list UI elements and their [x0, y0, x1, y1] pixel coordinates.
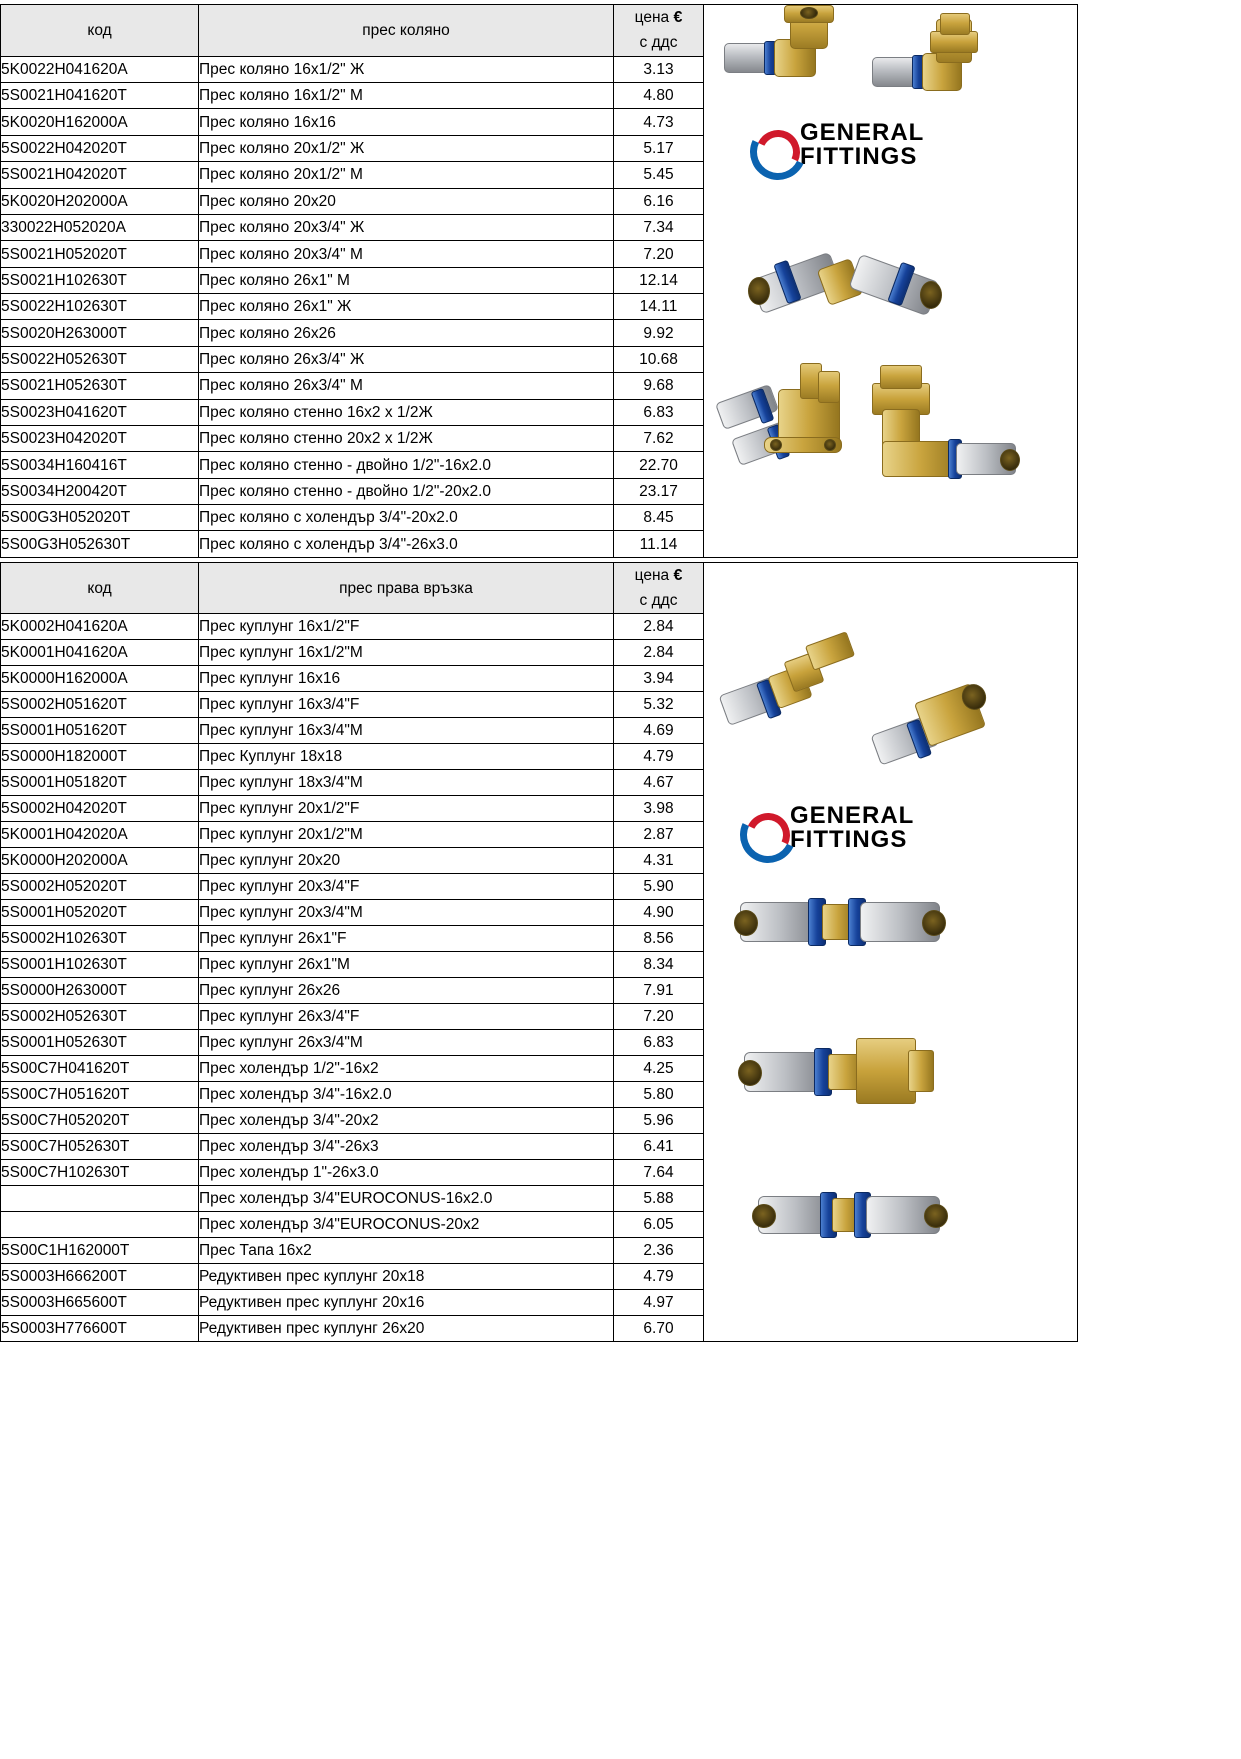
cell-product: Прес холендър 3/4"-26x3	[199, 1134, 614, 1160]
cell-price: 7.34	[614, 214, 704, 240]
pipe-bore-icon	[734, 910, 758, 936]
general-fittings-mark-icon	[750, 124, 792, 166]
cell-product: Прес холендър 3/4"EUROCONUS-20x2	[199, 1212, 614, 1238]
cell-price: 7.91	[614, 978, 704, 1004]
cell-price: 6.41	[614, 1134, 704, 1160]
cell-code: 330022H052020A	[1, 214, 199, 240]
cell-product: Прес коляно стенно - двойно 1/2"-16x2.0	[199, 452, 614, 478]
brand-line2: FITTINGS	[790, 826, 908, 853]
cell-price: 2.84	[614, 640, 704, 666]
cell-price: 6.83	[614, 399, 704, 425]
cell-price: 8.56	[614, 926, 704, 952]
cell-product: Прес коляно с холендър 3/4"-26x3.0	[199, 531, 614, 558]
cell-code: 5S0022H052630T	[1, 346, 199, 372]
cell-code: 5S0002H051620T	[1, 692, 199, 718]
cell-price: 6.70	[614, 1316, 704, 1342]
cell-product: Редуктивен прес куплунг 20x16	[199, 1290, 614, 1316]
table-header-row	[1, 563, 1078, 614]
cell-price: 4.67	[614, 770, 704, 796]
product-image-cell-couplings	[704, 563, 1078, 1342]
cell-code: 5K0000H162000A	[1, 666, 199, 692]
cell-code: 5K0001H041620A	[1, 640, 199, 666]
cell-price: 4.79	[614, 1264, 704, 1290]
cell-code: 5S0034H160416T	[1, 452, 199, 478]
cell-price: 6.83	[614, 1030, 704, 1056]
cell-price: 14.11	[614, 294, 704, 320]
cell-product: Прес холендър 1"-26x3.0	[199, 1160, 614, 1186]
cell-product: Прес коляно 20x1/2" М	[199, 162, 614, 188]
euro-symbol: €	[673, 567, 683, 584]
cell-product: Прес коляно 20x3/4" М	[199, 241, 614, 267]
brand-wordmark	[790, 804, 914, 852]
cell-code: 5K0001H042020A	[1, 822, 199, 848]
cell-product: Прес холендър 1/2"-16x2	[199, 1056, 614, 1082]
cell-code: 5K0020H162000A	[1, 109, 199, 135]
cell-code: 5S0021H102630T	[1, 267, 199, 293]
cell-product: Прес коляно 20x3/4" Ж	[199, 214, 614, 240]
brass-outlet-icon	[818, 371, 840, 403]
table-header-row	[1, 5, 1078, 57]
cell-price: 22.70	[614, 452, 704, 478]
cell-price: 5.45	[614, 162, 704, 188]
cell-price: 8.45	[614, 505, 704, 531]
cell-price: 9.68	[614, 373, 704, 399]
cell-product: Прес куплунг 16x3/4"M	[199, 718, 614, 744]
cell-code: 5S0022H042020T	[1, 135, 199, 161]
cell-price: 4.80	[614, 83, 704, 109]
brand-logo	[740, 804, 914, 852]
cell-code: 5S0003H776600T	[1, 1316, 199, 1342]
section-elbows-table	[0, 4, 1078, 558]
cell-code: 5S0002H102630T	[1, 926, 199, 952]
cell-code: 5S0002H052630T	[1, 1004, 199, 1030]
cell-price: 4.31	[614, 848, 704, 874]
cell-code: 5S0001H052630T	[1, 1030, 199, 1056]
cell-product: Прес куплунг 26x26	[199, 978, 614, 1004]
product-image-cell-elbows	[704, 5, 1078, 558]
pipe-bore-icon	[748, 277, 770, 305]
pipe-bore-icon	[922, 910, 946, 936]
cell-product: Прес куплунг 20x1/2"F	[199, 796, 614, 822]
cell-code	[1, 1186, 199, 1212]
cell-code: 5S00C7H102630T	[1, 1160, 199, 1186]
cell-product: Прес Куплунг 18x18	[199, 744, 614, 770]
elbow-illustrations	[704, 5, 1077, 557]
cell-price: 23.17	[614, 478, 704, 504]
cell-code: 5K0020H202000A	[1, 188, 199, 214]
cell-price: 4.90	[614, 900, 704, 926]
cell-product: Прес куплунг 16x3/4"F	[199, 692, 614, 718]
cell-product: Прес куплунг 20x1/2"M	[199, 822, 614, 848]
cell-product: Прес куплунг 18x3/4"M	[199, 770, 614, 796]
cell-code: 5S0002H052020T	[1, 874, 199, 900]
column-header-product: прес коляно	[199, 5, 614, 57]
cell-product: Прес куплунг 26x3/4"M	[199, 1030, 614, 1056]
cell-price: 4.73	[614, 109, 704, 135]
cell-product: Прес коляно 16x16	[199, 109, 614, 135]
thread-bore-icon	[800, 7, 818, 19]
union-cone-icon	[908, 1050, 934, 1092]
cell-price: 5.32	[614, 692, 704, 718]
cell-price: 4.97	[614, 1290, 704, 1316]
cell-code: 5S0022H102630T	[1, 294, 199, 320]
cell-code: 5S00C7H041620T	[1, 1056, 199, 1082]
column-header-code: код	[1, 563, 199, 614]
cell-code	[1, 1212, 199, 1238]
cell-price: 7.20	[614, 241, 704, 267]
screw-hole-icon	[824, 439, 836, 451]
pipe-bore-icon	[738, 1060, 762, 1086]
cell-product: Прес куплунг 16x1/2"M	[199, 640, 614, 666]
brand-line2: FITTINGS	[800, 143, 918, 170]
cell-product: Прес куплунг 16x16	[199, 666, 614, 692]
male-thread-icon	[805, 631, 855, 670]
cell-price: 7.62	[614, 425, 704, 451]
price-header-line2: с ддс	[639, 34, 678, 52]
general-fittings-mark-icon	[740, 807, 782, 849]
pipe-bore-icon	[752, 1204, 776, 1228]
brand-wordmark	[800, 121, 924, 169]
cell-product: Редуктивен прес куплунг 20x18	[199, 1264, 614, 1290]
cell-code: 5S00C7H052020T	[1, 1108, 199, 1134]
cell-price: 3.13	[614, 56, 704, 82]
male-thread-icon	[940, 13, 970, 35]
cell-code: 5S0021H052630T	[1, 373, 199, 399]
cell-code: 5S0000H263000T	[1, 978, 199, 1004]
screw-hole-icon	[770, 439, 782, 451]
cell-product: Прес коляно 16x1/2" М	[199, 83, 614, 109]
column-header-code: код	[1, 5, 199, 57]
cell-product: Прес куплунг 26x1"F	[199, 926, 614, 952]
pipe-bore-icon	[1000, 449, 1020, 471]
cell-product: Прес коляно 26x1" Ж	[199, 294, 614, 320]
cell-price: 8.34	[614, 952, 704, 978]
cell-product: Прес коляно стенно 16x2 x 1/2Ж	[199, 399, 614, 425]
cell-price: 2.36	[614, 1238, 704, 1264]
cell-price: 7.20	[614, 1004, 704, 1030]
price-header-line1: цена	[634, 9, 670, 27]
cell-price: 6.16	[614, 188, 704, 214]
cell-code: 5S0001H051620T	[1, 718, 199, 744]
section-couplings-table	[0, 562, 1078, 1342]
cell-product: Прес коляно 26x1" М	[199, 267, 614, 293]
cell-code: 5K0002H041620A	[1, 614, 199, 640]
cell-price: 10.68	[614, 346, 704, 372]
cell-price: 4.25	[614, 1056, 704, 1082]
cell-code: 5S0034H200420T	[1, 478, 199, 504]
cell-price: 7.64	[614, 1160, 704, 1186]
cell-price: 9.92	[614, 320, 704, 346]
cell-product: Прес коляно 20x20	[199, 188, 614, 214]
cell-product: Прес куплунг 16x1/2"F	[199, 614, 614, 640]
cell-code: 5K0022H041620A	[1, 56, 199, 82]
cell-product: Прес коляно стенно - двойно 1/2"-20x2.0	[199, 478, 614, 504]
cell-price: 4.69	[614, 718, 704, 744]
cell-code: 5S0001H102630T	[1, 952, 199, 978]
cell-product: Прес коляно 26x26	[199, 320, 614, 346]
cell-product: Прес коляно 26x3/4" Ж	[199, 346, 614, 372]
cell-product: Прес Тапа 16x2	[199, 1238, 614, 1264]
price-header-line1: цена	[634, 567, 670, 584]
cell-code: 5S00C7H051620T	[1, 1082, 199, 1108]
cell-price: 6.05	[614, 1212, 704, 1238]
cell-product: Редуктивен прес куплунг 26x20	[199, 1316, 614, 1342]
cell-price: 4.79	[614, 744, 704, 770]
cell-code: 5S00G3H052020T	[1, 505, 199, 531]
cell-product: Прес куплунг 26x1"M	[199, 952, 614, 978]
column-header-product: прес права връзка	[199, 563, 614, 614]
cell-code: 5S0002H042020T	[1, 796, 199, 822]
cell-price: 5.88	[614, 1186, 704, 1212]
cell-product: Прес куплунг 20x3/4"F	[199, 874, 614, 900]
cell-price: 12.14	[614, 267, 704, 293]
pipe-bore-icon	[920, 281, 942, 309]
cell-product: Прес холендър 3/4"-20x2	[199, 1108, 614, 1134]
cell-product: Прес холендър 3/4"EUROCONUS-16x2.0	[199, 1186, 614, 1212]
cell-code: 5S0020H263000T	[1, 320, 199, 346]
cell-product: Прес холендър 3/4"-16x2.0	[199, 1082, 614, 1108]
cell-code: 5S0023H042020T	[1, 425, 199, 451]
cell-price: 5.96	[614, 1108, 704, 1134]
euro-symbol: €	[673, 9, 683, 27]
cell-product: Прес коляно 20x1/2" Ж	[199, 135, 614, 161]
union-cone-icon	[880, 365, 922, 389]
cell-code: 5S0021H042020T	[1, 162, 199, 188]
cell-price: 5.17	[614, 135, 704, 161]
brand-logo	[750, 121, 924, 169]
cell-product: Прес коляно 26x3/4" М	[199, 373, 614, 399]
coupling-illustrations	[704, 572, 1077, 1332]
cell-product: Прес коляно с холендър 3/4"-20x2.0	[199, 505, 614, 531]
cell-code: 5S0021H041620T	[1, 83, 199, 109]
cell-code: 5S0023H041620T	[1, 399, 199, 425]
price-list-page	[0, 4, 1241, 1759]
cell-code: 5S0001H051820T	[1, 770, 199, 796]
brand-line1: GENERAL	[790, 802, 915, 829]
cell-code: 5S0003H665600T	[1, 1290, 199, 1316]
price-header-line2: с ддс	[639, 592, 678, 609]
cell-price: 5.80	[614, 1082, 704, 1108]
cell-code: 5S00G3H052630T	[1, 531, 199, 558]
cell-code: 5S00C1H162000T	[1, 1238, 199, 1264]
cell-product: Прес куплунг 20x3/4"M	[199, 900, 614, 926]
cell-code: 5S0003H666200T	[1, 1264, 199, 1290]
cell-price: 3.94	[614, 666, 704, 692]
cell-price: 2.87	[614, 822, 704, 848]
cell-price: 11.14	[614, 531, 704, 558]
cell-code: 5K0000H202000A	[1, 848, 199, 874]
pipe-bore-icon	[924, 1204, 948, 1228]
cell-price: 3.98	[614, 796, 704, 822]
cell-code: 5S0000H182000T	[1, 744, 199, 770]
cell-product: Прес коляно 16x1/2" Ж	[199, 56, 614, 82]
cell-product: Прес куплунг 20x20	[199, 848, 614, 874]
brand-line1: GENERAL	[800, 119, 925, 146]
column-header-price	[614, 5, 704, 57]
column-header-price	[614, 563, 704, 614]
cell-code: 5S0021H052020T	[1, 241, 199, 267]
cell-price: 2.84	[614, 614, 704, 640]
cell-code: 5S00C7H052630T	[1, 1134, 199, 1160]
cell-price: 5.90	[614, 874, 704, 900]
cell-code: 5S0001H052020T	[1, 900, 199, 926]
cell-product: Прес коляно стенно 20x2 x 1/2Ж	[199, 425, 614, 451]
cell-product: Прес куплунг 26x3/4"F	[199, 1004, 614, 1030]
union-nut-icon	[856, 1038, 916, 1104]
